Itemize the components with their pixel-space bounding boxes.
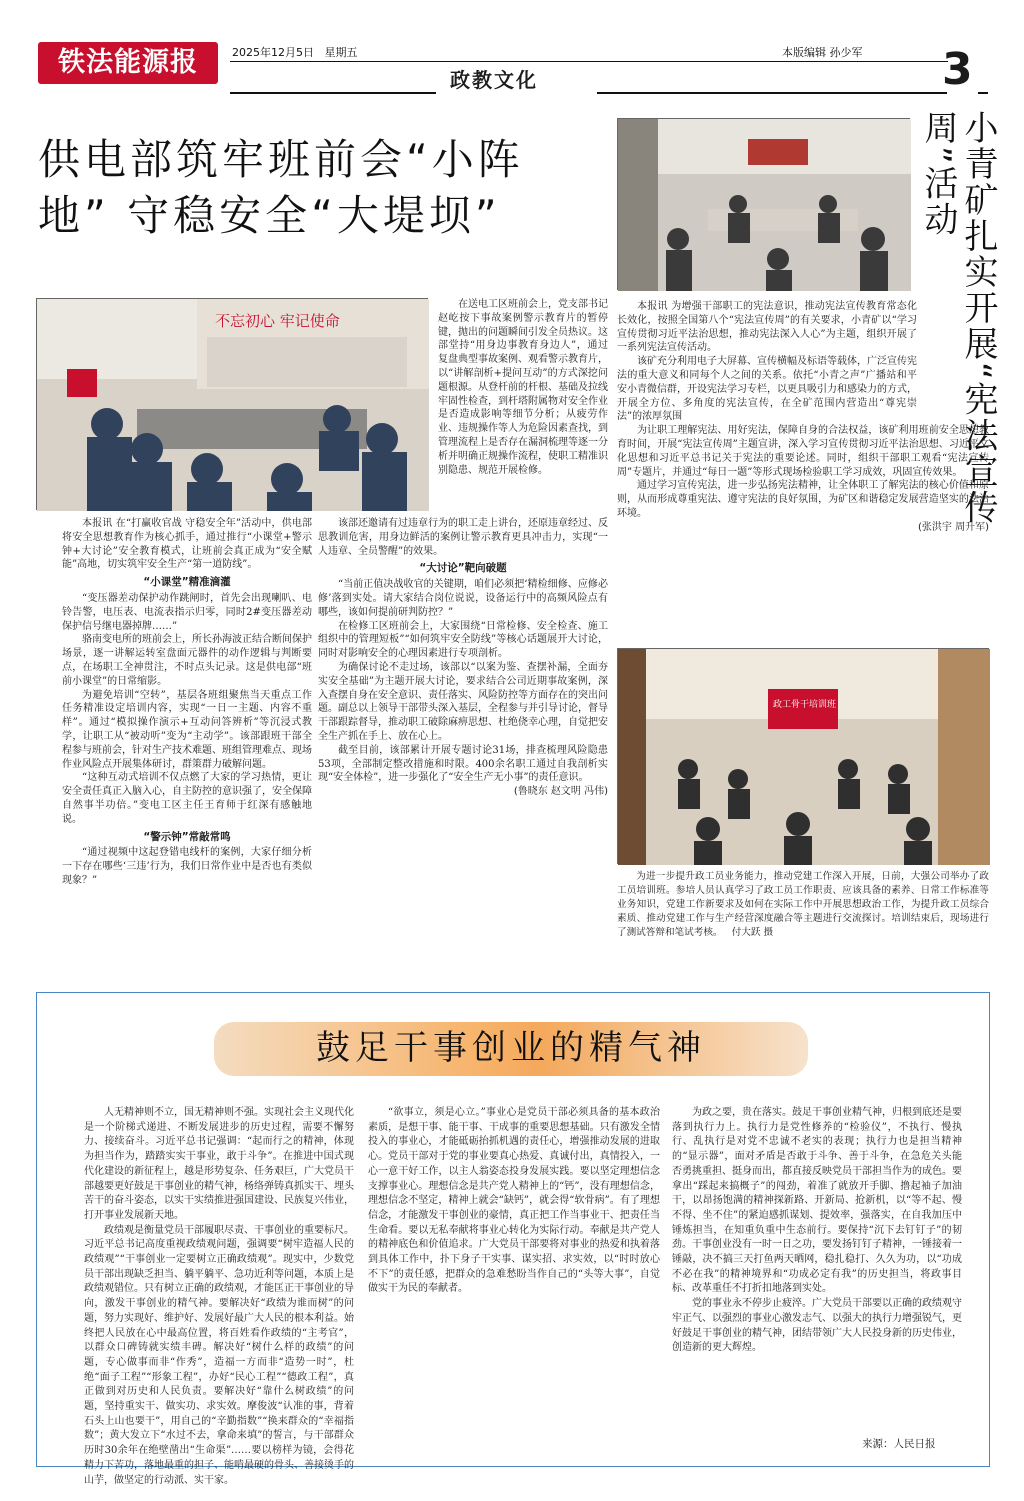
header-rule-tail [978,92,988,94]
commentary-column-1: 人无精神则不立，国无精神则不强。实现社会主义现代化是一个阶梯式递进、不断发展进步的历史过程，需要不懈努力、接续奋斗。习近平总书记强调：“起而行之的精神，体现为担当作为，踏踏实实干事业，敢于斗争”。在推进中国式现代化建设的新征程上，越是形势复杂、任务艰巨，广大党员干部越要更好鼓足干事创业的精气神，杨络弹铸真抓实干、埋头苦干的奋斗姿态，以实干实绩推进强国建设、民族复兴伟业，打开事业发展新天地。 政绩观是衡量党员干部履职尽责、干事创业的重要标尺。习近平总书记高度重视政绩观问题，强调要“树牢造福人民的政绩观”“干事创业一定要树立正确政绩观”。现实中，少数党员干部出现缺乏担当、躺平躺平、急功近利等问题，本质上是政绩观错位。只有树立正确的政绩观，才能匡正干事创业的导向，激发干事创业的精气神。要解决好“政绩为谁而树”的问题，努力实现好、维护好、发展好最广大人民的根本利益。始终把人民放在心中最高位置，将百姓看作政绩的“主考官”，以群众口碑铸就实绩丰碑。解决好“树什么样的政绩”的问题，专心做事而非“作秀”，造福一方而非“造势一时”，杜绝“面子工程”“形象工程”，办好“民心工程”“德政工程”，真正做到对历史和人民负责。要解决好“靠什么树政绩”的问题，坚持重实干、做实功、求实效。摩俊波“认准的事，背着石头上山也要干”，用自己的“辛勤指数”“换来群众的“幸福指数”；黄大发立下“水过不去，拿命来填”的誓言，与干部群众历时30余年在绝壁凿出“生命渠”……要以榜样为镜，会得花精力下苦功，落地最重的担子、能啃最硬的骨头、善接烫手的山芋，做坚定的行动派、实干家。 [84,1107,354,1486]
subhead-small-classroom: “小课堂”精准滴灌 [143,576,231,589]
meeting-room-photo [617,118,910,290]
meeting-photo [36,298,428,510]
commentary-source: 来源：人民日报 [862,1438,936,1450]
meeting-photo-icon [37,299,429,511]
commentary-column-2: “欲事立，须是心立。”事业心是党员干部必须具备的基本政治素质，是想干事、能干事、干成事的重要思想基础。只有激发全情投入的事业心，才能砥砺抬抓机遇的责任心，增强推动发展的进取心。党员干部对于党的事业要真心热爱、真诚付出，真情投入，一心一意干好工作，以主人翁姿态投身发展实践。要以坚定理想信念支撑事业心。理想信念是共产党人精神上的“钙”，没有理想信念，理想信念不坚定，精神上就会“缺钙”，就会得“软骨病”。有了理想信念，才能激发干事创业的豪情，真正把工作当事业干、把责任当生命看。要以无私奉献将事业心转化为实际行动。奉献是共产党人的精神底色和价值追求。广大党员干部要将对事业的热爱和执着落到具体工作中，扑下身子干实事、谋实招、求实效，以“时时放心不下”的责任感，把群众的急难愁盼当作自己的“头等大事”，自觉做实干为民的奉献者。 [368,1107,660,1295]
article2-body: 本报讯 为增强干部职工的宪法意识，推动宪法宣传教育常态化长效化，按照全国第八个“宪法宣传周”的有关要求，小青矿以“学习宣传贯彻习近平法治思想，推动宪法深入人心”为主题，组织开展了一系列宪法宣传活动。 该矿充分利用电子大屏幕、宣传横幅及标语等载体，广泛宣传宪法的重大意义和同每个人之间的关系。依托“小青之声”广播站和平安小青微信群，开设宪法学习专栏，以更具吸引力和感染力的方式，开展全方位、多角度的宪法宣传，在全矿范围内营造出“尊宪崇法”的浓厚氛围 为让职工理解宪法、用好宪法，保障自身的合法权益，该矿利用班前安全思想教育时间，开展“宪法宣传周”主题宣讲，深入学习宣传贯彻习近平法治思想、习近平文化思想和习近平总书记关于宪法的重要论述。同时，组织干部职工观看“宪法宣传周”专题片，并通过“每日一题”等形式现场检验职工学习成效，巩固宣传效果。 通过学习宣传宪法，进一步弘扬宪法精神，让全体职工了解宪法的核心价值和原则，从而形成尊重宪法、遵守宪法的良好氛围，为矿区和谐稳定发展营造坚实的法治环境。 (张洪宇 周升军) [617,301,989,533]
article2-byline: (张洪宇 周升军) [918,521,989,533]
commentary-column-3: 为政之要，贵在落实。鼓足干事创业精气神，归根到底还是要落到执行力上。执行力是党性修养的“检验仪”，不执行、慢执行、乱执行是对党不忠诚不老实的表现；执行力也是担当精神的“显示器”，面对矛盾是否敢于斗争、善于斗争，在急危关头能否勇挑重担、挺身而出，都直接反映党员干部担当作为的成色。要拿出“踩起来搞概子”的闯劲，着准了就放开手脚、撸起袖子加油干，以昂扬饱满的精神探新路、开新局、抢新机，以“等不起、慢不得、坐不住”的紧迫感抓谋划、提效率，强落实，在自我加压中锤炼担当，在知重负重中生态前行。要保持“沉下去钉钉子”的韧劲。干事创业没有一时一日之功，要发扬钉钉子精神，一锤接着一锤敲，决不搞三天打鱼两天晒网，稳扎稳打、久久为功，以“功成不必在我”的精神境界和“功成必定有我”的历史担当，将政事目标、改革重任不打折扣地落到实处。 党的事业永不停步止疲淬。广大党员干部要以正确的政绩观守牢正气、以强烈的事业心激发志气、以强大的执行力增强锐气，更好鼓足干事创业的精气神，团结带领广大人民投身新的历史伟业，创造新的更大辉煌。 [672,1107,962,1354]
newspaper-logo: 铁法能源报 [38,42,218,84]
header-rule-right [597,92,947,94]
photo-credit: 付大跃 摄 [731,927,774,938]
header-rule-left [230,92,436,94]
article1-column-2: 该部还邀请有过违章行为的职工走上讲台，还原违章经过、反思教训危害，用身边鲜活的案例让警示教育更具冲击力，实现“一人违章、全员警醒”的效果。 “大讨论”靶向破题 “当前正值决战收官的关键期，咱们必须把‘精检细修、应修必修’落到实处。请大家结合岗位说说，设备运行中的高频风险点有哪些，该如何提前研判防控？” 在检修工区班前会上，大家围绕“日常检修、安全检查、施工组织中的管理短板”“如何筑牢安全防线”等核心话题展开大讨论，同时对影响安全的心理因素进行专项剖析。 为确保讨论不走过场，该部以“以案为鉴、查摆补漏，全面夯实安全基础”为主题开展大讨论，要求结合公司近期事故案例，深入查摆自身在安全意识、责任落实、风险防控等方面存在的突出问题。副总以上领导干部带头深入基层，全程参与并引导讨论，督导干部跟踪督导，推动职工破除麻痹思想、杜绝侥幸心理，自觉把安全生产抓在手上、放在心上。 截至目前，该部累计开展专题讨论31场，排查梳理风险隐患53项，全部制定整改措施和时限。400余名职工通过自我剖析实现“安全体检”，进一步强化了“安全生产无小事”的责任意识。 (鲁晓东 赵文明 冯伟) [318,518,608,798]
article2-title: 小青矿扎实开展“宪法宣传周”活动 [918,110,998,526]
page-editor: 本版编辑 孙少军 [782,46,863,59]
training-photo [617,648,989,864]
training-photo-icon [618,649,990,865]
article1-column-1: 本报讯 在“打赢收官战 守稳安全年”活动中，供电部将安全思想教育作为核心抓手，通过推行“小课堂+警示钟+大讨论”安全教育模式，让班前会真正成为“安全赋能”高地，切实筑牢安全生产“第一道防线”。 “小课堂”精准滴灌 “变压器差动保护动作跳闸时，首先会出现喇叭、电铃告警，电压表、电流表指示归零，同时2#变压器差动保护信号继电器掉牌……” 骆南变电所的班前会上，所长孙海波正结合断间保护场景，逐一讲解运转室盘面元器件的动作逻辑与判断要点，在场职工全神贯注，不时点头记录。这是供电部“班前小课堂”的日常缩影。 为避免培训“空转”，基层各班组聚焦当天重点工作任务精准设定培训内容，实现“一日一主题、内容不重样”。通过“模拟操作演示+互动问答辨析”等沉浸式教学，让职工从“被动听”变为“主动学”。该部跟班干部全程参与班前会，针对生产技术难题、班组管理难点、现场作业风险点开展集体研讨，群策群力破解问题。 “这种互动式培训不仅点燃了大家的学习热情，更让安全责任真正入脑入心，自主防控的意识强了，安全保障自然事半功倍。”变电工区主任王育师于红深有感触地说。 “警示钟”常敲常鸣 “通过视频中这起登错电线杆的案例，大家仔细分析一下存在哪些‘三违’行为，我们日常作业中是否也有类似现象？” [62,518,312,886]
article1-intro-column: 在送电工区班前会上，党支部书记赵屹按下事故案例警示教育片的暂停键，抛出的问题瞬间引发全员热议。这部堂持“用身边事教育身边人”，通过复盘典型事故案例、观看警示教育片，以“讲解剖析+提问互动”的方式深挖问题根源。从登杆前的杆根、基础及拉线牢固性检查，到杆塔附属物对安全作业是否造成影响等细节分析；从疲劳作业、违规操作等人为危险因素查找，到管理流程上是否存在漏洞梳理等逐一分析并明确正规操作流程，使职工精准识别隐患、规范开展检修。 [438,299,608,476]
commentary-title: 鼓足干事创业的精气神 [214,1022,808,1076]
section-title: 政教文化 [450,68,538,92]
article1-headline: 供电部筑牢班前会“小阵 地” 守稳安全“大堤坝” [38,135,524,240]
page-number: 3 [942,44,973,95]
training-screen-text: 政工骨干培训班 [773,700,837,710]
meeting-room-photo-icon [618,119,911,291]
subhead-big-discussion: “大讨论”靶向破题 [419,562,507,575]
subhead-warning-bell: “警示钟”常敲常鸣 [143,830,231,843]
photo-banner-text: 不忘初心 牢记使命 [215,312,340,330]
article1-byline: (鲁晓东 赵文明 冯伟) [513,786,608,798]
training-photo-caption: 为进一步提升政工员业务能力，推动党建工作深入开展，日前，大强公司举办了政工员培训班。参培人员认真学习了政工员工作职责、应该具备的素养、日常工作标准等业务知识，党建工作新要求及如何在实际工作中开展思想政治工作，为提升政工员综合素质、推动党建工作与生产经营深度融合等主题进行交流探讨。培训结束后，现场进行了测试答辩和笔试考核。 付大跃 摄 [617,871,989,938]
issue-date: 2025年12月5日 星期五 [232,46,358,59]
header-rule-top [230,61,948,62]
